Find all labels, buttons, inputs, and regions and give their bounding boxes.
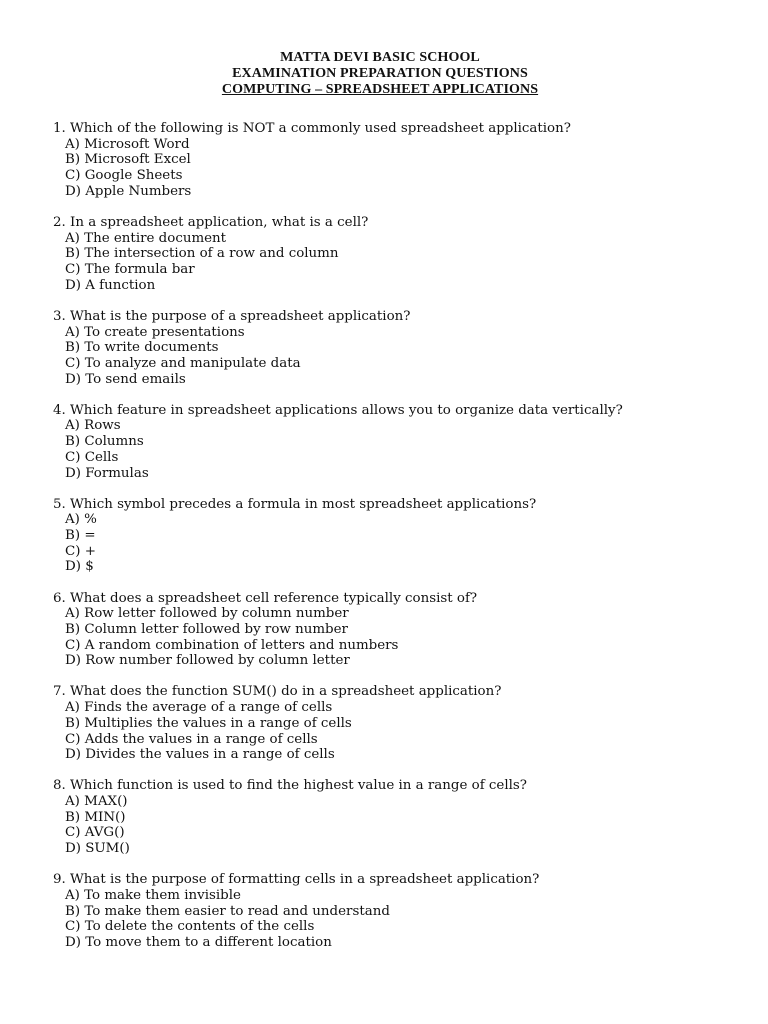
answer-option: D) Divides the values in a range of cells [65, 747, 335, 763]
question-block [53, 684, 753, 763]
question-text: 5. Which symbol precedes a formula in most spreadsheet applications? [53, 496, 537, 512]
answer-options [53, 606, 753, 669]
question-text: 4. Which feature in spreadsheet applications allows you to organize data vertically? [53, 402, 623, 418]
answer-option: C) The formula bar [65, 262, 195, 278]
question-block [53, 591, 753, 670]
answer-option: D) To send emails [65, 371, 186, 387]
answer-option: A) Rows [65, 418, 121, 434]
question-block [53, 121, 753, 200]
answer-option: B) Columns [65, 434, 144, 450]
question-block [53, 778, 753, 857]
answer-options [53, 888, 753, 951]
answer-option: A) MAX() [65, 794, 128, 810]
answer-option: B) To write documents [65, 340, 219, 356]
answer-options [53, 231, 753, 294]
answer-options [53, 137, 753, 200]
answer-option: C) AVG() [65, 825, 125, 841]
answer-option: B) The intersection of a row and column [65, 246, 339, 262]
answer-options [53, 512, 753, 575]
answer-option: C) Google Sheets [65, 168, 183, 184]
question-text: 2. In a spreadsheet application, what is a cell? [53, 214, 369, 230]
answer-option: C) Cells [65, 449, 119, 465]
answer-option: A) Finds the average of a range of cells [65, 700, 333, 716]
document-header [0, 50, 760, 98]
answer-options [53, 418, 753, 481]
answer-option: A) To create presentations [65, 324, 245, 340]
answer-option: A) The entire document [65, 230, 227, 246]
answer-option: B) Microsoft Excel [65, 152, 191, 168]
answer-options [53, 700, 753, 763]
answer-option: A) Microsoft Word [65, 136, 190, 152]
question-list [53, 121, 753, 966]
answer-option: C) + [65, 543, 96, 559]
answer-options [53, 794, 753, 857]
answer-option: C) A random combination of letters and numbers [65, 637, 399, 653]
question-text: 1. Which of the following is NOT a commonly used spreadsheet application? [53, 121, 571, 136]
answer-option: B) Multiplies the values in a range of cells [65, 715, 352, 731]
answer-option: B) Column letter followed by row number [65, 621, 348, 637]
answer-option: D) SUM() [65, 841, 130, 857]
question-block [53, 309, 753, 388]
answer-options [53, 325, 753, 388]
answer-option: B) To make them easier to read and understand [65, 903, 390, 919]
answer-option: A) To make them invisible [65, 887, 241, 903]
question-block [53, 872, 753, 951]
question-block [53, 403, 753, 482]
question-text: 8. Which function is used to find the highest value in a range of cells? [53, 778, 527, 794]
answer-option: B) = [65, 528, 96, 544]
answer-option: B) MIN() [65, 809, 126, 825]
exam-title: EXAMINATION PREPARATION QUESTIONS [232, 66, 528, 81]
answer-option: D) Row number followed by column letter [65, 653, 350, 669]
answer-option: C) To analyze and manipulate data [65, 355, 301, 371]
question-text: 3. What is the purpose of a spreadsheet application? [53, 308, 411, 324]
answer-option: A) % [65, 512, 97, 528]
question-text: 6. What does a spreadsheet cell reference typically consist of? [53, 590, 478, 606]
answer-option: D) To move them to a different location [65, 935, 332, 951]
answer-option: D) A function [65, 277, 156, 293]
question-block [53, 215, 753, 294]
answer-option: C) To delete the contents of the cells [65, 919, 315, 935]
question-text: 9. What is the purpose of formatting cells in a spreadsheet application? [53, 872, 540, 888]
answer-option: D) Formulas [65, 465, 149, 481]
answer-option: C) Adds the values in a range of cells [65, 731, 318, 747]
subject-title: COMPUTING – SPREADSHEET APPLICATIONS [221, 82, 539, 97]
school-name: MATTA DEVI BASIC SCHOOL [280, 50, 480, 65]
question-block [53, 497, 753, 576]
answer-option: D) Apple Numbers [65, 183, 192, 199]
answer-option: D) $ [65, 559, 94, 575]
answer-option: A) Row letter followed by column number [65, 606, 349, 622]
question-text: 7. What does the function SUM() do in a spreadsheet application? [53, 684, 502, 700]
